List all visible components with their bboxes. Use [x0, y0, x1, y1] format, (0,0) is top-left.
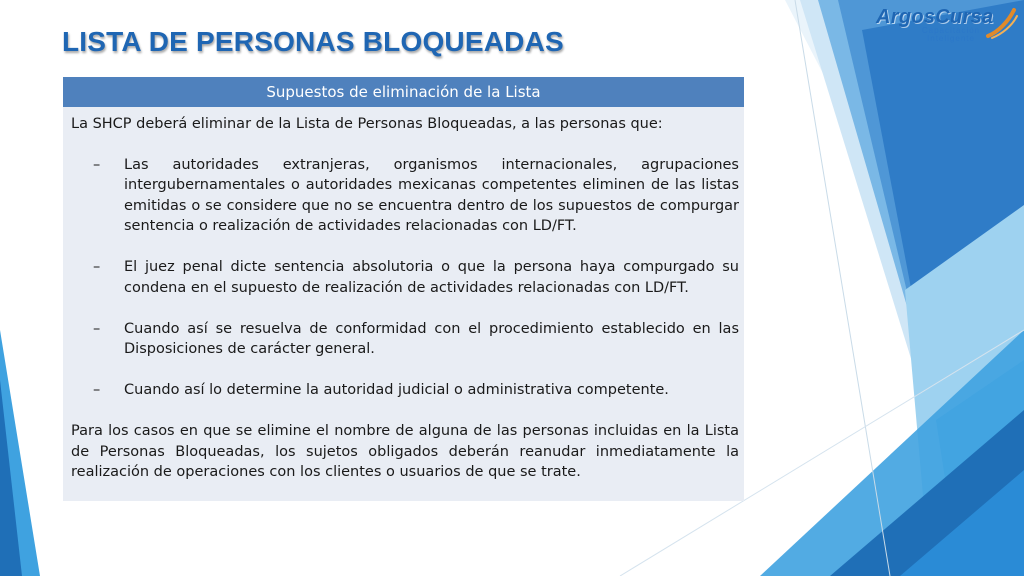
list-item-text: El juez penal dicte sentencia absolutoria o que la persona haya compurgado su condena en el supuesto de realización de actividades relacionadas con LD/FT. — [124, 259, 739, 296]
list-item — [71, 155, 739, 237]
swoosh-icon — [984, 6, 1020, 42]
list-item-text: Cuando así lo determine la autoridad judicial o administrativa competente. — [124, 382, 669, 398]
list-item — [71, 319, 739, 360]
argoscursa-logo — [870, 4, 1020, 46]
list-item-text: Las autoridades extranjeras, organismos internacionales, agrupaciones intergubernamentales o autoridades mexicanas competentes eliminen de las listas emitidas o se considere que no se encuentra dentro de los supuestos de compurgar sentencia o realización de actividades relacionadas con LD/FT. — [124, 156, 739, 234]
intro-paragraph: La SHCP deberá eliminar de la Lista de Personas Bloqueadas, a las personas que: — [71, 116, 663, 132]
elimination-list — [71, 155, 739, 401]
elimination-panel — [63, 77, 744, 501]
closing-paragraph: Para los casos en que se elimine el nombre de alguna de las personas incluidas en la Lista de Personas Bloqueadas, los sujetos obligados deberán reanudar inmediatamente la realización de operaciones con los clientes o usuarios de que se trate. — [71, 423, 739, 480]
logo-name: ArgosCursa — [876, 6, 994, 28]
panel-body — [63, 107, 744, 483]
dash-marker: – — [93, 156, 101, 173]
dash-marker: – — [93, 382, 101, 398]
list-item — [71, 380, 739, 401]
list-item-text: Cuando así se resuelva de conformidad con el procedimiento establecido en las Disposiciones de carácter general. — [124, 320, 739, 357]
dash-marker: – — [93, 259, 101, 275]
panel-header: Supuestos de eliminación de la Lista — [63, 77, 744, 107]
dash-marker: – — [93, 320, 101, 337]
list-item — [71, 257, 739, 298]
slide-title: LISTA DE PERSONAS BLOQUEADAS — [62, 26, 564, 57]
logo-tagline: Capacitación Inteligente — [921, 26, 981, 43]
